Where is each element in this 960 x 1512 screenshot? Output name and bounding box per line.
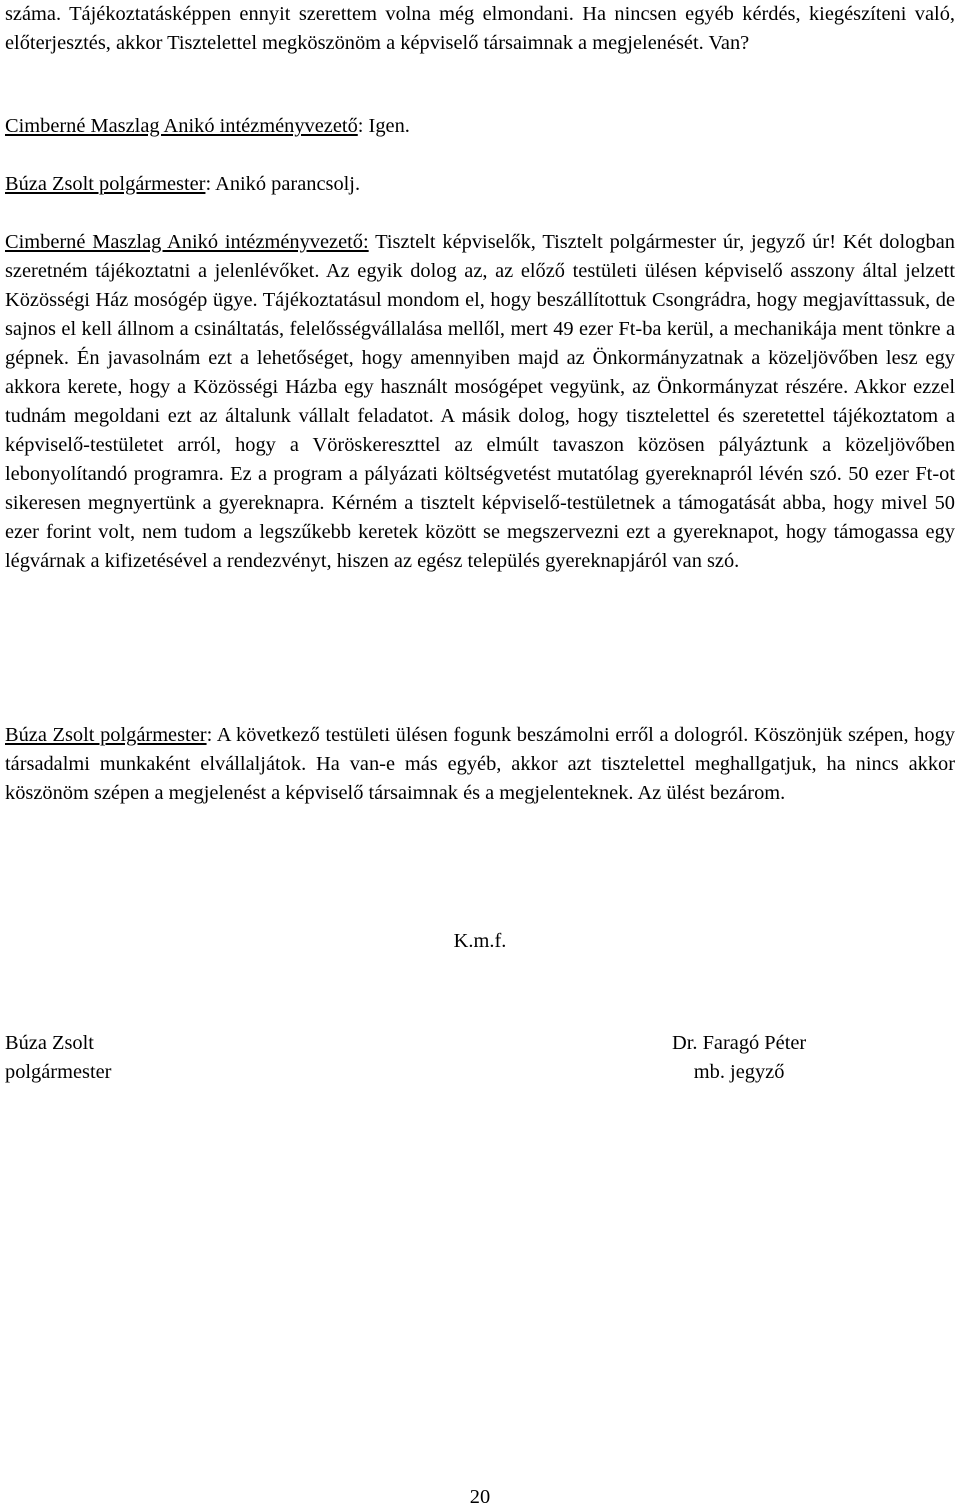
speaker-name: Búza Zsolt polgármester bbox=[5, 724, 207, 746]
speaker-separator: : bbox=[205, 173, 212, 195]
signature-left bbox=[5, 1029, 111, 1087]
paragraph-institution-report bbox=[5, 228, 955, 576]
signature-title: mb. jegyző bbox=[693, 1061, 785, 1083]
paragraph-text: száma. Tájékoztatásképpen ennyit szerettem volna még elmondani. Ha nincsen egyéb kérdés, kiegészíteni való, előterjesztés, akkor Tisztelettel megköszönöm a képviselő társaimnak a megjelenését. Van? bbox=[5, 3, 955, 54]
closing-kmf: K.m.f. bbox=[453, 930, 507, 952]
speaker-name: Cimberné Maszlag Anikó intézményvezető: bbox=[5, 231, 369, 253]
paragraph-mayor-prompt bbox=[5, 170, 955, 199]
signature-name: Dr. Faragó Péter bbox=[672, 1032, 807, 1054]
speaker-name: Búza Zsolt polgármester bbox=[5, 173, 206, 195]
paragraph-text: Igen. bbox=[363, 115, 410, 137]
signature-title: polgármester bbox=[5, 1061, 112, 1083]
paragraph-intro bbox=[5, 0, 955, 58]
speaker-separator: : bbox=[357, 115, 364, 137]
signature-right bbox=[672, 1029, 806, 1087]
page-number: 20 bbox=[469, 1486, 491, 1508]
paragraph-text: Anikó parancsolj. bbox=[211, 173, 361, 195]
speaker-name: Cimberné Maszlag Anikó intézményvezető bbox=[5, 115, 358, 137]
paragraph-text: A következő testületi ülésen fogunk beszámolni erről a dologról. Köszönjük szépen, hogy társadalmi munkaként elvállaljátok. Ha van-e más egyéb, akkor azt tisztelettel meghallgatjuk, ha nincs akkor köszönöm szépen a megjelenést a képviselő társaimnak és a megjelenteknek. Az ülést bezárom. bbox=[5, 724, 955, 804]
paragraph-mayor-closing bbox=[5, 721, 955, 808]
speaker-separator: : bbox=[206, 724, 213, 746]
paragraph-text: Tisztelt képviselők, Tisztelt polgármester úr, jegyző úr! Két dologban szeretném tájékoztatni a jelenlévőket. Az egyik dolog az, az előző testületi ülésen képviselő asszony által jelzett Közösségi Ház mosógép ügye. Tájékoztatásul mondom el, hogy beszállítottuk Csongrádra, hogy megjavíttassuk, de sajnos el kell állnom a csináltatás, felelősségvállalása mellől, mert 49 ezer Ft-ba kerül, a mechanikája ment tönkre a gépnek. Én javasolnám ezt a lehetőséget, hogy amennyiben majd az Önkormányzatnak a közeljövőben lesz egy akkora kerete, hogy a Közösségi Házba egy használt mosógépet vegyünk, az Önkormányzat részére. Akkor ezzel tudnám megoldani ezt az általunk vállalt feladatot. A másik dolog, hogy tisztelettel és szeretettel tájékoztatom a képviselő-testületet arról, hogy a Vöröskereszttel az elmúlt tavaszon közösen pályáztunk a közeljövőben lebonyolítandó programra. Ez a program a pályázati költségvetést mutatólag gyereknapról lévén szó. 50 ezer Ft-ot sikeresen megnyertünk a gyereknapra. Kérném a tisztelt képviselő-testületnek a támogatását abba, hogy mivel 50 ezer forint volt, nem tudom a legszűkebb keretek között se megszervezni ezt a gyereknapot, hogy támogassa egy légvárnak a kifizetésével a rendezvényt, hiszen az egész település gyereknapjáról van szó. bbox=[5, 231, 955, 572]
signature-name: Búza Zsolt bbox=[5, 1032, 94, 1054]
paragraph-response bbox=[5, 112, 955, 141]
